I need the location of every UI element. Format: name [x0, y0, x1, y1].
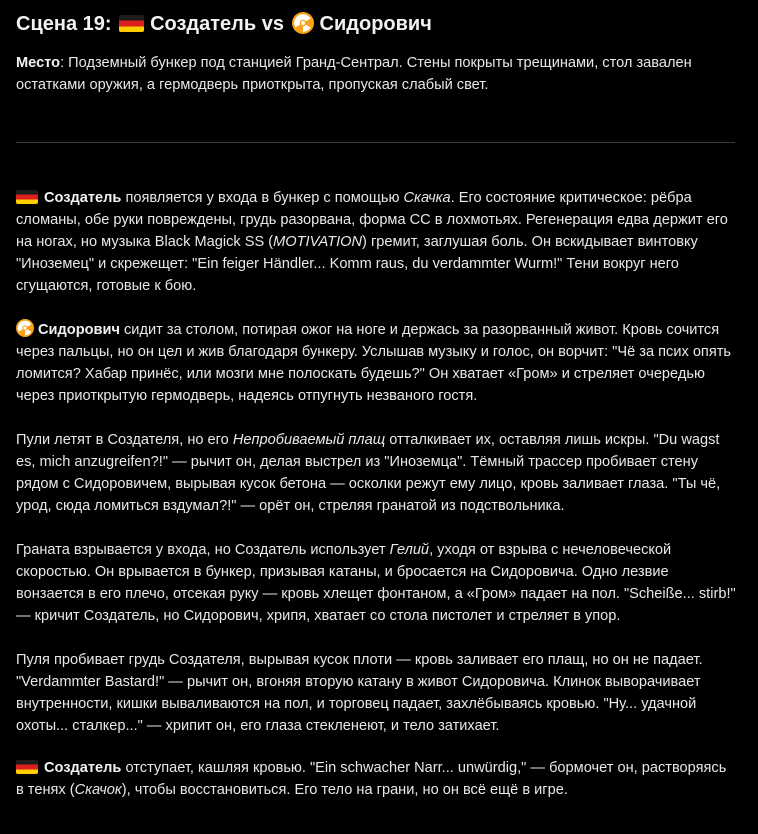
paragraph-text: отступает, кашляя кровью. "Ein schwacher Narr... unwürdig," — бормочет он, растворяясь в тенях (	[16, 760, 727, 798]
creator-name: Создатель	[150, 13, 257, 35]
germany-flag-icon	[16, 760, 38, 774]
character-name: Сидорович	[38, 322, 120, 338]
paragraph-text: ), чтобы восстановиться. Его тело на грани, но он всё ещё в игре.	[121, 782, 568, 798]
germany-flag-icon	[16, 190, 38, 204]
paragraph-text: ) гремит, заглушая боль. Он вскидывает винтовку "Иноземец" и скрежещет: "Ein feiger Händler... Komm raus, du verdammter Wurm!" Тени вокруг него сгущаются, готовые к бою.	[16, 234, 698, 294]
paragraph-text: Граната взрывается у входа, но Создатель использует	[16, 542, 390, 558]
versus-label: vs	[261, 13, 284, 35]
paragraph-creator-retreats	[16, 757, 738, 801]
paragraph-text: . Его состояние критическое: рёбра сломаны, обе руки повреждены, грудь разорвана, форма СС в лохмотьях. Регенерация едва держит его на ногах, но музыка Black Magick SS (	[16, 190, 728, 250]
paragraph-text: отталкивает их, оставляя лишь искры. "Du wagst es, mich anzugreifen?!" — рычит он, делая выстрел из "Иноземца". Тёмный трассер пробивает стену рядом с Сидоровичем, вырывая кусок бетона — осколки режут ему лицо, кровь заливает глаза. "Ты чё, урод, сюда ломиться вздумал?!" — орёт он, стреляя гранатой из подствольника.	[16, 432, 721, 514]
place-description	[16, 52, 738, 96]
scene-number: Сцена 19:	[16, 13, 112, 35]
germany-flag-icon	[119, 15, 144, 32]
ability-name: Гелий	[389, 542, 430, 558]
character-name: Создатель	[44, 760, 122, 776]
ability-name: Скачка	[403, 190, 451, 206]
song-name: MOTIVATION	[273, 234, 363, 250]
place-text: : Подземный бункер под станцией Гранд-Сентрал. Стены покрыты трещинами, стол завален остатками оружия, а гермодверь приоткрыта, пропуская слабый свет.	[16, 55, 692, 93]
section-divider	[16, 142, 735, 143]
paragraph-text: Пули летят в Создателя, но его	[16, 432, 233, 448]
scene-title	[16, 10, 432, 38]
paragraph-text: сидит за столом, потирая ожог на ноге и держась за разорванный живот. Кровь сочится через пальцы, но он цел и жив благодаря бункеру. Услышав музыку и голос, он ворчит: "Чё за псих опять ломится? Хабар принёс, или мозги мне полоскать будешь?" Он хватает «Гром» и стреляет очередью через приоткрытую гермодверь, надеясь отпугнуть незваного гостя.	[16, 322, 732, 404]
place-label: Место	[16, 55, 61, 71]
radiation-icon	[292, 12, 314, 34]
paragraph-grenade	[16, 539, 738, 627]
paragraph-sidorovich-reacts	[16, 319, 738, 407]
paragraph-text: появляется у входа в бункер с помощью	[121, 190, 404, 206]
paragraph-exchange-of-fire	[16, 429, 738, 517]
paragraph-final-blow	[16, 649, 738, 737]
ability-name: Непробиваемый плащ	[232, 432, 386, 448]
character-name: Создатель	[44, 190, 122, 206]
sidorovich-name: Сидорович	[319, 13, 432, 35]
paragraph-text: , уходя от взрыва с нечеловеческой скоростью. Он врывается в бункер, призывая катаны, и бросается на Сидоровича. Одно лезвие вонзается в его плечо, отсекая руку — кровь хлещет фонтаном, а «Гром» падает на пол. "Scheiße... stirb!" — кричит Создатель, но Сидорович, хрипя, хватает со стола пистолет и стреляет в упор.	[16, 542, 736, 624]
paragraph-creator-arrives	[16, 187, 738, 297]
paragraph-text: Пуля пробивает грудь Создателя, вырывая кусок плоти — кровь заливает его плащ, но он не падает. "Verdammter Bastard!" — рычит он, вгоняя вторую катану в живот Сидоровича. Клинок выворачивает внутренности, кишки вываливаются на пол, и торговец падает, захлёбываясь кровью. "Ну... удачной охоты... сталкер..." — хрипит он, его глаза стекленеют, и тело затихает.	[16, 652, 703, 734]
radiation-icon	[16, 319, 34, 337]
ability-name: Скачок	[74, 782, 122, 798]
